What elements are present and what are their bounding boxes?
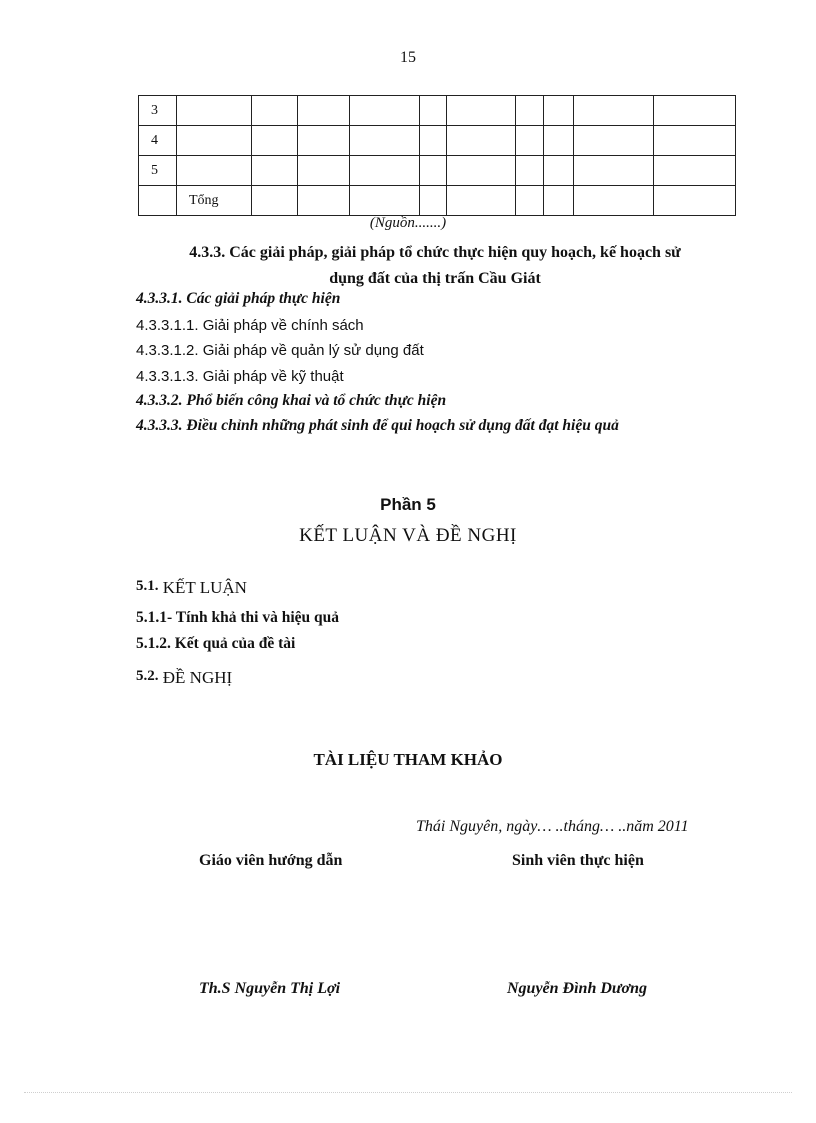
section-4-3-3-2: 4.3.3.2. Phổ biến công khai và tổ chức thực hiện: [136, 392, 447, 409]
conclusion-sub-2: 5.1.2. Kết quả của đề tài: [136, 635, 296, 652]
conclusion-label: KẾT LUẬN: [162, 578, 247, 597]
section-4-3-3-1-1: 4.3.3.1.1. Giải pháp về chính sách: [136, 317, 364, 334]
recommendation-label: ĐỀ NGHỊ: [162, 668, 233, 687]
table-row: [139, 126, 736, 156]
student-name: Nguyễn Đình Dương: [507, 980, 647, 997]
row-index: 5: [139, 156, 177, 186]
heading-line-2: dụng đất của thị trấn Cầu Giát: [329, 270, 541, 287]
table-row: [139, 156, 736, 186]
student-label: Sinh viên thực hiện: [512, 852, 644, 869]
recommendation-number: 5.2.: [136, 668, 159, 684]
section-4-3-3-1-2: 4.3.3.1.2. Giải pháp về quản lý sử dụng đất: [136, 342, 424, 359]
page-bottom-rule: [24, 1092, 792, 1093]
row-label: [176, 96, 251, 126]
table-source-note: (Nguồn.......): [369, 215, 447, 231]
section-4-3-3-3: 4.3.3.3. Điều chỉnh những phát sinh để qui hoạch sử dụng đất đạt hiệu quả: [136, 417, 619, 434]
date-line: Thái Nguyên, ngày… ..tháng… ..năm 2011: [416, 818, 689, 835]
heading-line-1: 4.3.3. Các giải pháp, giải pháp tổ chức thực hiện quy hoạch, kế hoạch sử: [189, 244, 681, 261]
section-4-3-3-1-3: 4.3.3.1.3. Giải pháp về kỹ thuật: [136, 368, 344, 385]
row-label: Tổng: [176, 186, 251, 216]
advisor-label: Giáo viên hướng dẫn: [199, 852, 343, 869]
page-number: 15: [400, 49, 416, 66]
row-label: [176, 156, 251, 186]
data-table: [138, 95, 736, 216]
part-5-subtitle: KẾT LUẬN VÀ ĐỀ NGHỊ: [299, 525, 517, 546]
conclusion-sub-1: 5.1.1- Tính khả thi và hiệu quả: [136, 609, 340, 626]
row-index: 3: [139, 96, 177, 126]
table-total-row: [139, 186, 736, 216]
row-index: 4: [139, 126, 177, 156]
row-label: [176, 126, 251, 156]
section-4-3-3-heading: [128, 240, 742, 292]
advisor-name: Th.S Nguyễn Thị Lợi: [199, 980, 341, 997]
table-row: [139, 96, 736, 126]
section-4-3-3-1: 4.3.3.1. Các giải pháp thực hiện: [136, 290, 341, 307]
references-title: TÀI LIỆU THAM KHẢO: [313, 750, 503, 769]
conclusion-heading: [136, 578, 247, 598]
row-index: [139, 186, 177, 216]
conclusion-number: 5.1.: [136, 578, 159, 594]
recommendation-heading: [136, 668, 232, 688]
part-5-title: Phần 5: [380, 495, 436, 514]
